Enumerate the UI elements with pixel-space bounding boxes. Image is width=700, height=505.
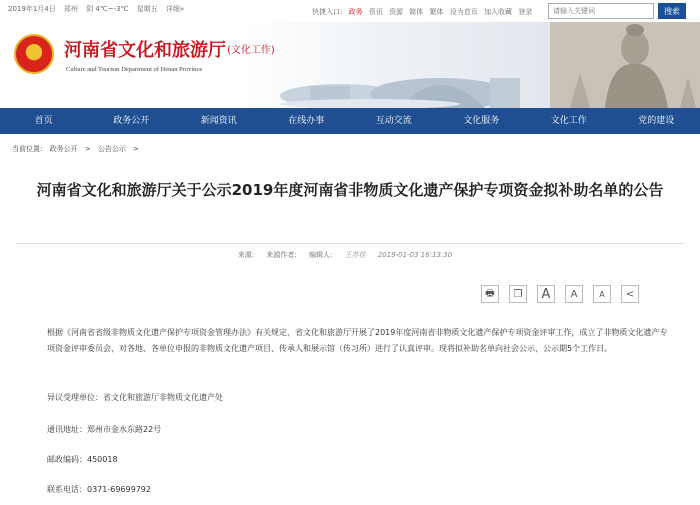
article-toolbar bbox=[481, 285, 649, 303]
font-large-icon[interactable]: A bbox=[537, 285, 555, 303]
building-skyline-icon bbox=[250, 56, 570, 108]
font-small-icon[interactable]: A bbox=[593, 285, 611, 303]
article-title: 河南省文化和旅游厅关于公示2019年度河南省非物质文化遗产保护专项资金拟补助名单的公告 bbox=[36, 181, 664, 199]
search-button[interactable]: 搜索 bbox=[658, 3, 686, 19]
quick-link-resources[interactable]: 资源 bbox=[389, 8, 404, 16]
main-nav bbox=[0, 108, 700, 134]
quick-link-gov[interactable]: 政务 bbox=[348, 8, 363, 16]
breadcrumb-label: 当前位置: bbox=[12, 145, 43, 153]
nav-party-building[interactable]: 党的建设 bbox=[638, 116, 675, 126]
weather-text: 阴 4℃~-3℃ bbox=[86, 5, 129, 13]
weekday-text: 星期五 bbox=[136, 5, 158, 13]
meta-source: 来源: bbox=[237, 251, 255, 259]
meta-editor-name: 王苏佳 bbox=[344, 251, 366, 259]
print-icon[interactable]: 🖶 bbox=[481, 285, 499, 303]
copy-icon[interactable]: ❐ bbox=[509, 285, 527, 303]
quick-link-homepage[interactable]: 设为首页 bbox=[449, 8, 478, 16]
share-icon[interactable]: < bbox=[621, 285, 639, 303]
quick-label: 快捷入口: bbox=[312, 8, 343, 16]
top-info-bar bbox=[0, 0, 700, 22]
search-input[interactable] bbox=[548, 3, 654, 19]
date-weather bbox=[8, 4, 190, 14]
site-subtitle: (文化工作) bbox=[227, 45, 275, 56]
quick-link-favorite[interactable]: 加入收藏 bbox=[484, 8, 512, 16]
nav-gov-affairs[interactable]: 政务公开 bbox=[113, 116, 150, 126]
mailing-address: 通讯地址：郑州市金水东路22号 bbox=[47, 425, 162, 434]
quick-link-simplified[interactable]: 简体 bbox=[409, 8, 424, 16]
objection-unit: 异议受理单位：省文化和旅游厅非物质文化遗产处 bbox=[47, 393, 223, 402]
breadcrumb bbox=[12, 144, 144, 154]
nav-online-services[interactable]: 在线办事 bbox=[288, 116, 325, 126]
site-banner bbox=[0, 22, 700, 108]
meta-editor-label: 编辑人: bbox=[309, 251, 333, 259]
buddha-statue-icon bbox=[550, 22, 700, 108]
national-emblem-icon bbox=[14, 34, 54, 74]
quick-links bbox=[312, 7, 536, 17]
quick-link-login[interactable]: 登录 bbox=[518, 8, 533, 16]
nav-culture-work[interactable]: 文化工作 bbox=[550, 116, 587, 126]
font-medium-icon[interactable]: A bbox=[565, 285, 583, 303]
breadcrumb-announcements[interactable]: 公告公示 bbox=[97, 145, 126, 153]
nav-home[interactable]: 首页 bbox=[34, 116, 53, 126]
article-meta bbox=[0, 250, 700, 260]
nav-culture-services[interactable]: 文化服务 bbox=[463, 116, 500, 126]
quick-link-news[interactable]: 资讯 bbox=[368, 8, 383, 16]
date-text: 2019年1月4日 bbox=[8, 5, 56, 13]
meta-time: 2019-01-03 16:13:30 bbox=[377, 251, 453, 259]
weather-more-link[interactable]: 详细» bbox=[165, 5, 185, 13]
postal-code: 邮政编码：450018 bbox=[47, 455, 118, 464]
meta-author: 来源作者: bbox=[266, 251, 297, 259]
article-paragraph: 根据《河南省省级非物质文化遗产保护专项资金管理办法》有关规定，省文化和旅游厅开展了2019年度河南省非物质文化遗产保护专项资金评审工作，成立了非物质文化遗产专项资金评审委员会，对各地、各单位申报的非物质文化遗产项目、传承人和展示馆（传习所）进行了认真评审。现将拟补助名单向社会公示，公示期5个工作日。 bbox=[47, 328, 668, 353]
nav-interaction[interactable]: 互动交流 bbox=[375, 116, 412, 126]
divider bbox=[15, 243, 685, 244]
article-body bbox=[33, 325, 673, 357]
site-english-name: Culture and Tourism Department of Henan Province bbox=[66, 66, 203, 73]
contact-phone: 联系电话：0371-69699792 bbox=[47, 485, 151, 494]
quick-link-traditional[interactable]: 繁体 bbox=[429, 8, 444, 16]
breadcrumb-separator: > bbox=[84, 145, 91, 153]
site-title: 河南省文化和旅游厅 bbox=[64, 40, 226, 61]
breadcrumb-gov-affairs[interactable]: 政务公开 bbox=[49, 145, 78, 153]
nav-news[interactable]: 新闻资讯 bbox=[200, 116, 237, 126]
breadcrumb-separator: > bbox=[133, 145, 140, 153]
city-text: 郑州 bbox=[63, 5, 78, 13]
